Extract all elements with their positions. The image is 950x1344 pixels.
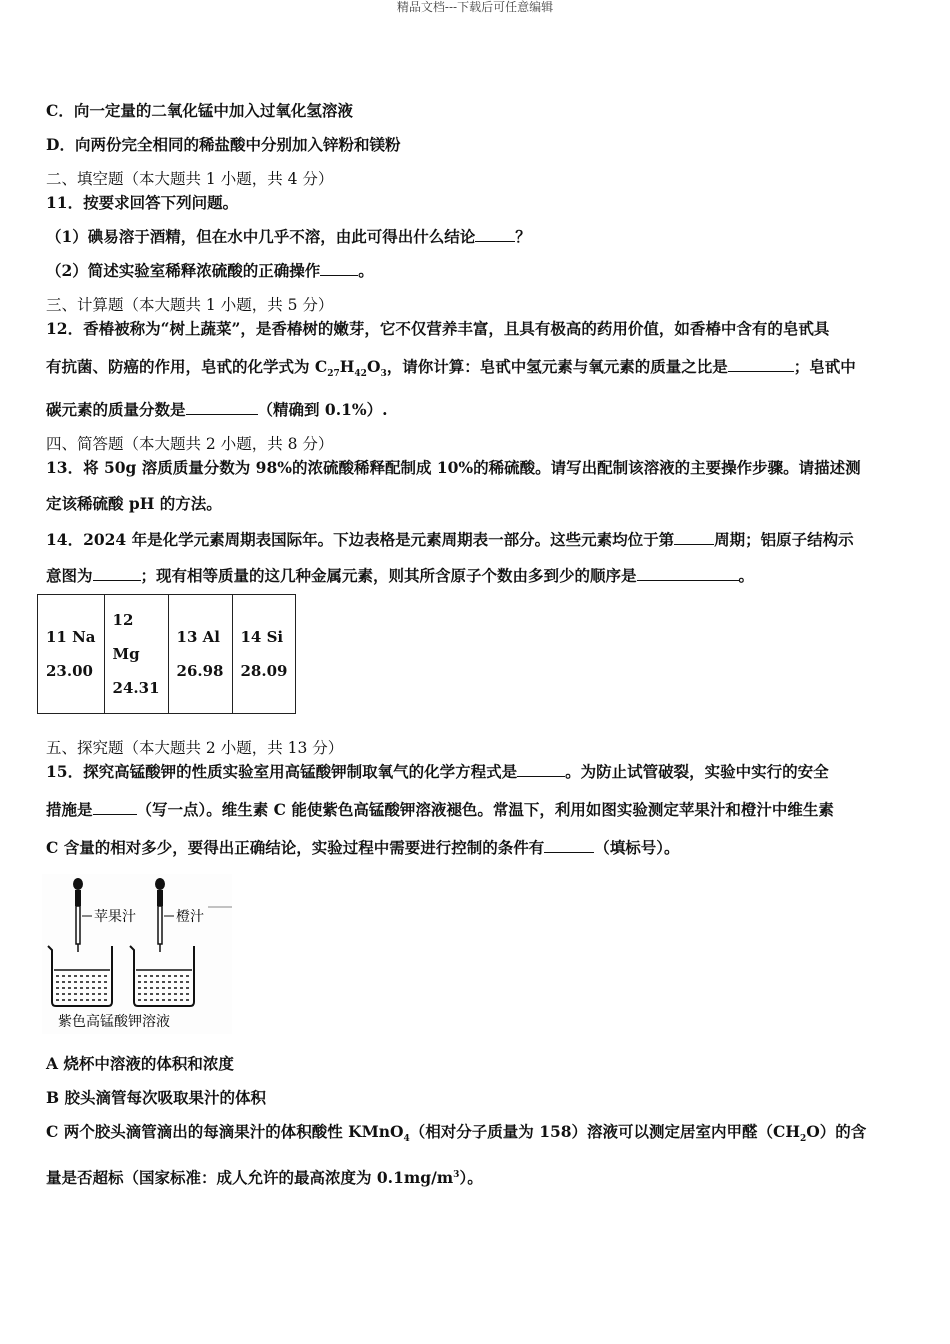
- option-c-line-1: C 两个胶头滴管滴出的每滴果汁的体积酸性 KMnO$_4$（相对分子质量为 158）溶液可以测定居室内甲醛$(CH_2O)$的含: [46, 1122, 867, 1145]
- periodic-table-excerpt: [37, 594, 296, 714]
- question-11-part-1: （1）碘易溶于酒精，但在水中几乎不溶，由此可得出什么结论 ？: [46, 227, 531, 246]
- question-15-line-1: 15．探究高锰酸钾的性质实验室用高锰酸钾制取氧气的化学方程式是 。为防止试管破裂，实验中实行的安全: [46, 762, 829, 782]
- orange-juice-label: 橙汁: [176, 909, 204, 926]
- answer-blank: [728, 355, 794, 372]
- question-11-part-2: （2）简述实验室稀释浓硫酸的正确操作 。: [46, 261, 374, 280]
- section-heading-calc: 三、计算题（本大题共 1 小题，共 5 分）: [46, 296, 334, 314]
- answer-blank: [674, 528, 714, 545]
- answer-blank: [93, 564, 141, 581]
- question-13-line-1: 13．将 50g 溶质质量分数为 98%的浓硫酸稀释配制成 10%的稀硫酸。请写出配制该溶液的主要操作步骤。请描述测: [46, 458, 861, 478]
- answer-blank: [517, 760, 565, 777]
- answer-blank: [637, 564, 739, 581]
- element-cell-mg: 12 Mg 24.31: [104, 595, 168, 714]
- answer-blank: [186, 398, 258, 415]
- answer-blank: [544, 836, 594, 853]
- element-cell-si: 14 Si 28.09: [232, 595, 296, 714]
- option-c-line-2: 量是否超标（国家标准：成人允许的最高浓度为 $0.1mg/m^3$）。: [46, 1168, 483, 1188]
- page-header: 精品文档---下载后可任意编辑: [396, 0, 554, 14]
- question-12-line-1: 12．香椿被称为“树上蔬菜”，是香椿树的嫩芽，它不仅营养丰富，且具有极高的药用价值，如香椿中含有的皂甙具: [46, 319, 830, 338]
- section-heading-short-answer: 四、简答题（本大题共 2 小题，共 8 分）: [46, 435, 334, 454]
- question-14-line-2: 意图为 ；现有相等质量的这几种金属元素，则其所含原子个数由多到少的顺序是 。: [46, 566, 755, 586]
- option-b: B 胶头滴管每次吸取果汁的体积: [46, 1088, 266, 1108]
- vitamin-c-experiment-figure: [42, 874, 232, 1034]
- question-15-line-2: 措施是 （写一点）。维生素 C 能使紫色高锰酸钾溶液褪色。常温下，利用如图实验测定苹果汁和橙汁中维生素: [46, 800, 834, 820]
- document-body: [46, 99, 906, 1190]
- option-d: D．向两份完全相同的稀盐酸中分别加入锌粉和镁粉: [46, 135, 401, 154]
- question-14-line-1: 14．2024 年是化学元素周期表国际年。下边表格是元素周期表一部分。这些元素均位于第 周期；铝原子结构示: [46, 530, 854, 550]
- section-heading-inquiry: 五、探究题（本大题共 2 小题，共 13 分）: [46, 739, 344, 758]
- option-c: C．向一定量的二氧化锰中加入过氧化氢溶液: [46, 101, 353, 120]
- answer-blank: [475, 225, 515, 242]
- question-15-line-3: C 含量的相对多少，要得出正确结论，实验过程中需要进行控制的条件有 （填标号）。: [46, 838, 680, 858]
- element-cell-al: 13 Al 26.98: [168, 595, 232, 714]
- element-cell-na: 11 Na 23.00: [38, 595, 105, 714]
- question-12-line-3: 碳元素的质量分数是 （精确到 0.1%）.: [46, 400, 388, 420]
- question-12-line-2: 有抗菌、防癌的作用，皂甙的化学式为 $C_{27}H_{42}O_3$，请你计算：皂甙中氢元素与氧元素的质量之比是 ；皂甙中: [46, 357, 856, 380]
- section-heading-fill: 二、填空题（本大题共 1 小题，共 4 分）: [46, 170, 334, 188]
- apple-juice-label: 苹果汁: [94, 909, 136, 926]
- answer-blank: [320, 259, 358, 276]
- option-a: A 烧杯中溶液的体积和浓度: [46, 1054, 234, 1074]
- question-11-stem: 11．按要求回答下列问题。: [46, 193, 239, 212]
- question-13-line-2: 定该稀硫酸 pH 的方法。: [46, 494, 222, 514]
- figure-caption: 紫色高锰酸钾溶液: [58, 1014, 170, 1031]
- answer-blank: [93, 798, 137, 815]
